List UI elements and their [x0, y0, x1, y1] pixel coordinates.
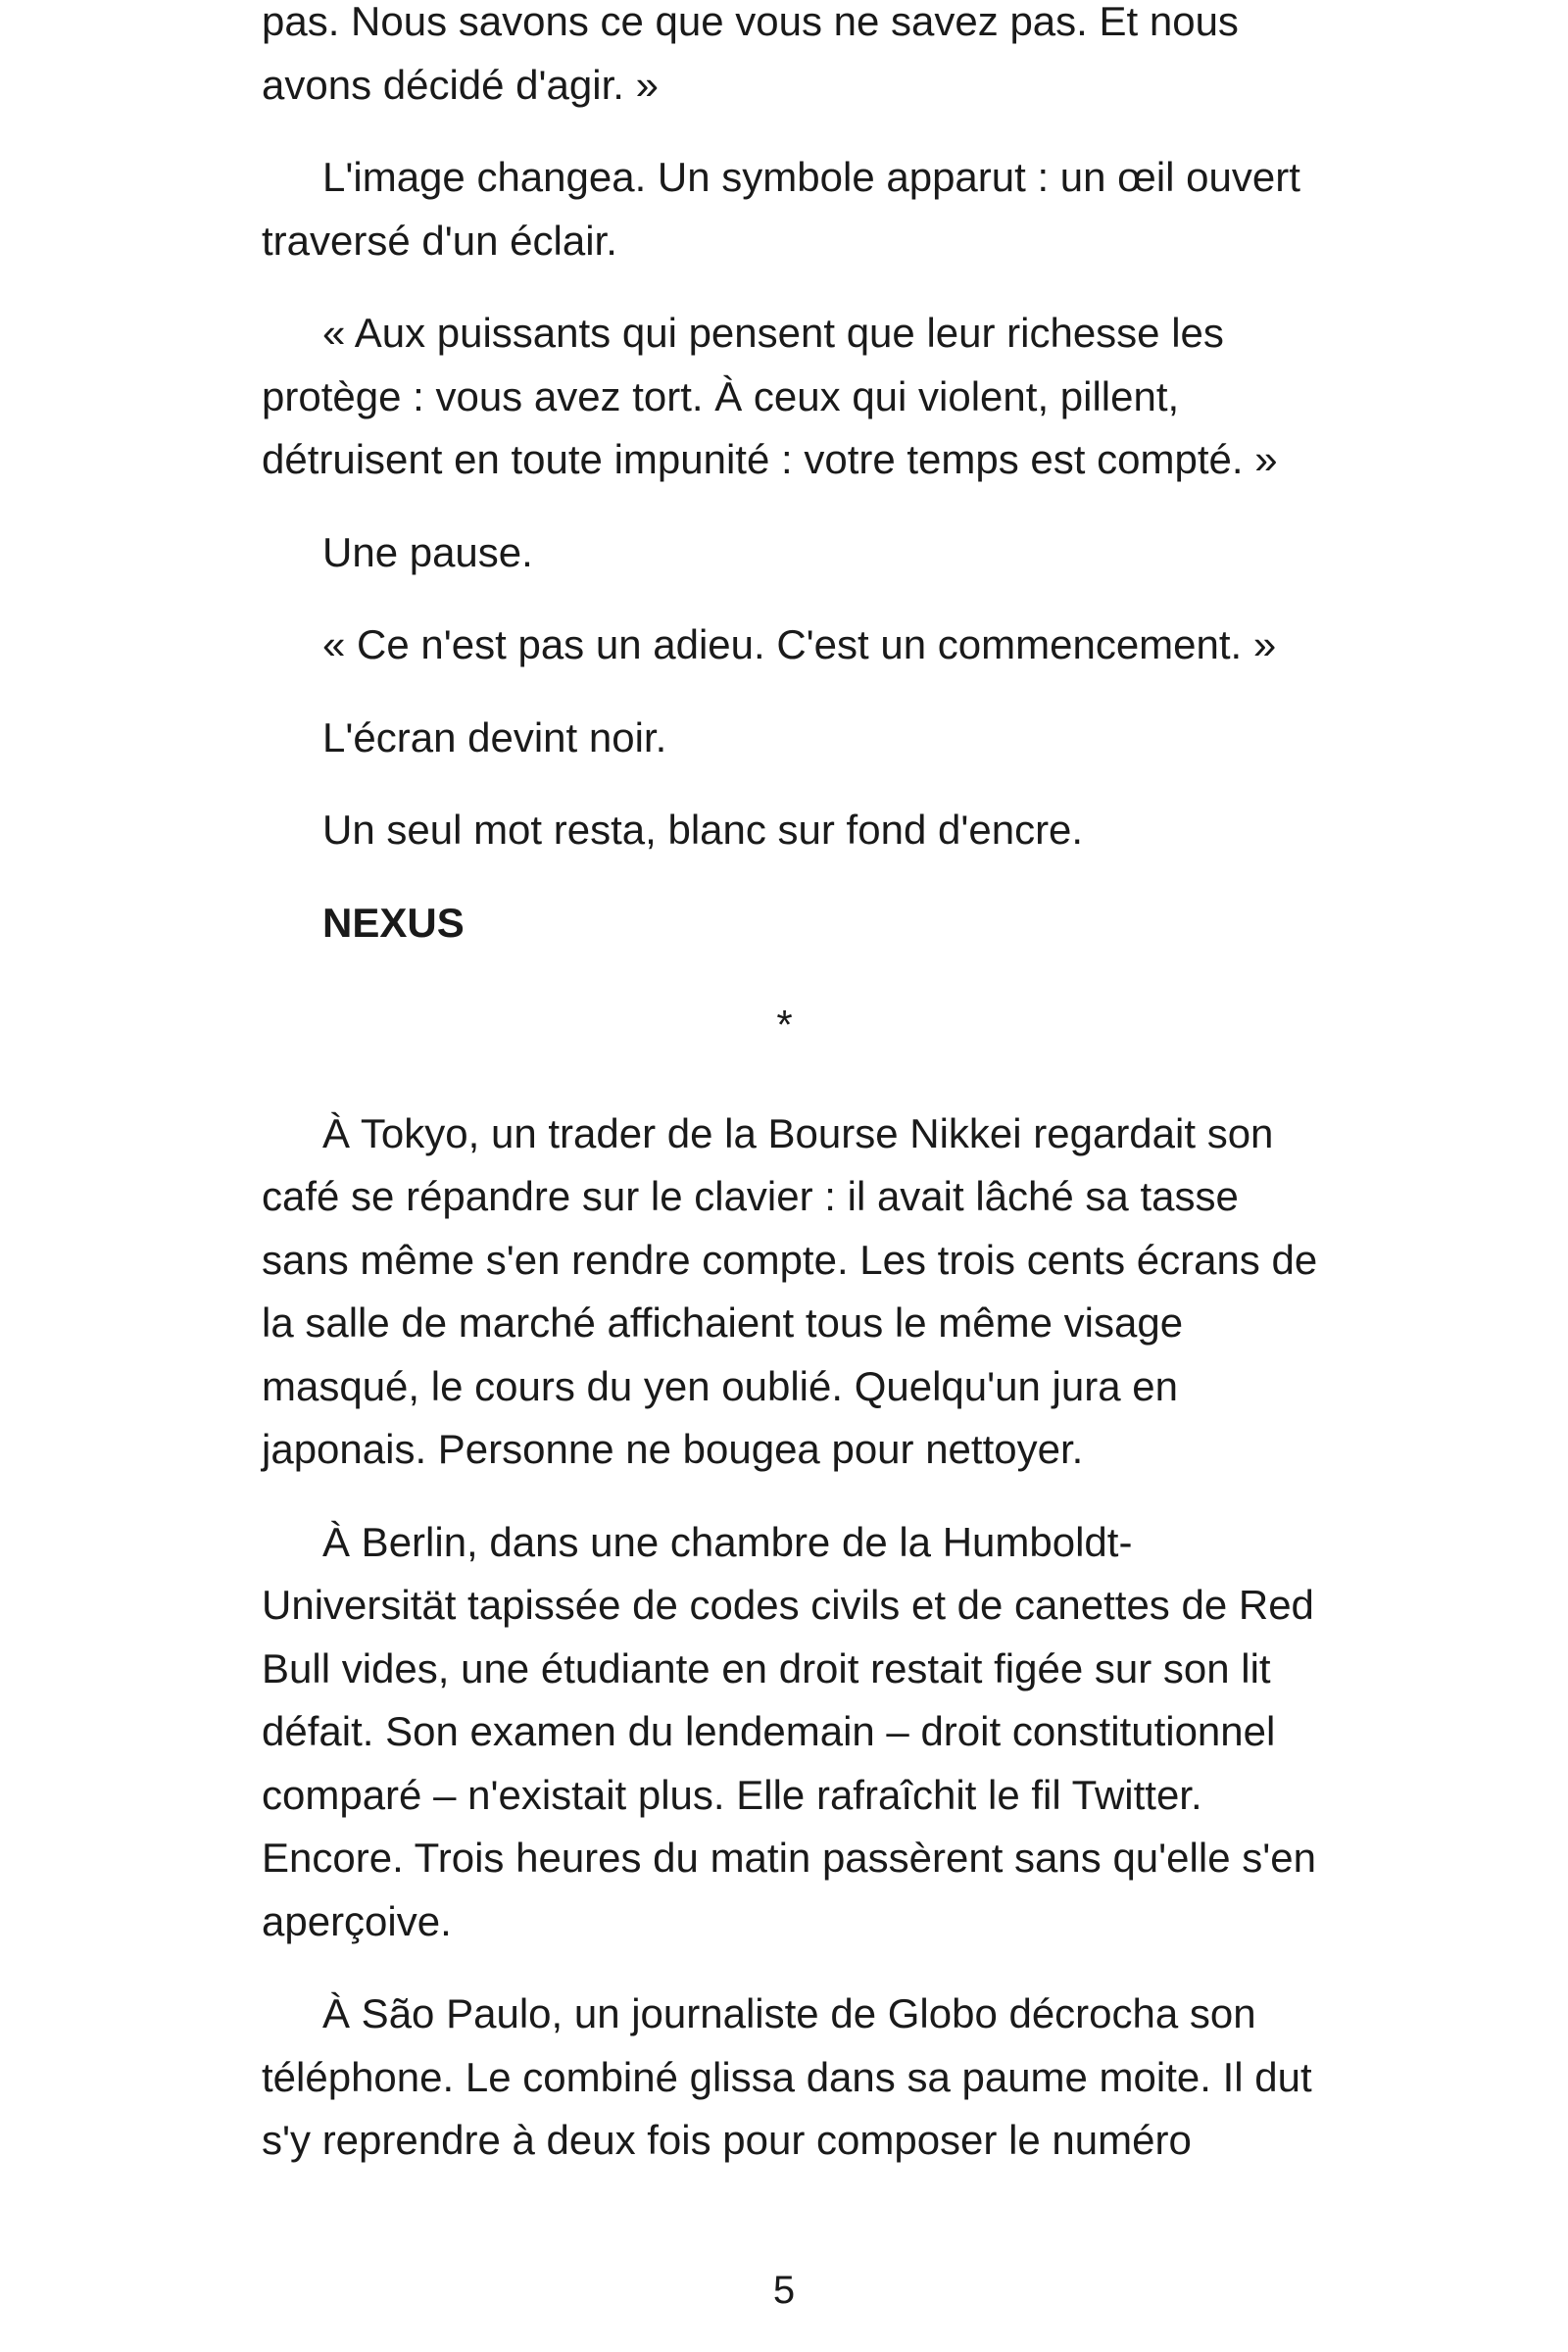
- page-content: [262, 0, 1320, 2173]
- paragraph-berlin: À Berlin, dans une chambre de la Humboldt-Universität tapissée de codes civils et de canettes de Red Bull vides, une étudiante en droit restait figée sur son lit défait. Son examen du lendemain – droit constitutionnel comparé – n'existait plus. Elle rafraîchit le fil Twitter. Encore. Trois heures du matin passèrent sans qu'elle s'en aperçoive.: [262, 1518, 1316, 1944]
- paragraph-image-changed: L'image changea. Un symbole apparut : un œil ouvert traversé d'un éclair.: [262, 154, 1300, 264]
- paragraph-quote-beginning: « Ce n'est pas un adieu. C'est un commencement. »: [322, 621, 1277, 667]
- paragraph-tokyo: À Tokyo, un trader de la Bourse Nikkei regardait son café se répandre sur le clavier : il avait lâché sa tasse sans même s'en rendre compte. Les trois cents écrans de la salle de marché affichaient tous le même visage masqué, le cours du yen oublié. Quelqu'un jura en japonais. Personne ne bougea pour nettoyer.: [262, 1109, 1318, 1472]
- paragraph-quote-powerful: « Aux puissants qui pensent que leur richesse les protège : vous avez tort. À ceux qui violent, pillent, détruisent en toute impunité : votre temps est compté. »: [262, 310, 1278, 482]
- page-number: 5: [772, 2269, 796, 2312]
- nexus-word: NEXUS: [322, 899, 465, 946]
- section-separator: *: [776, 1002, 793, 1048]
- paragraph-single-word: Un seul mot resta, blanc sur fond d'encre.: [322, 807, 1084, 853]
- paragraph-pause: Une pause.: [322, 528, 533, 575]
- paragraph-continuation: pas. Nous savons ce que vous ne savez pas. Et nous avons décidé d'agir. »: [262, 0, 1239, 108]
- paragraph-sao-paulo: À São Paulo, un journaliste de Globo décrocha son téléphone. Le combiné glissa dans sa paume moite. Il dut s'y reprendre à deux fois pour composer le numéro: [262, 1990, 1312, 2163]
- paragraph-screen-black: L'écran devint noir.: [322, 713, 667, 760]
